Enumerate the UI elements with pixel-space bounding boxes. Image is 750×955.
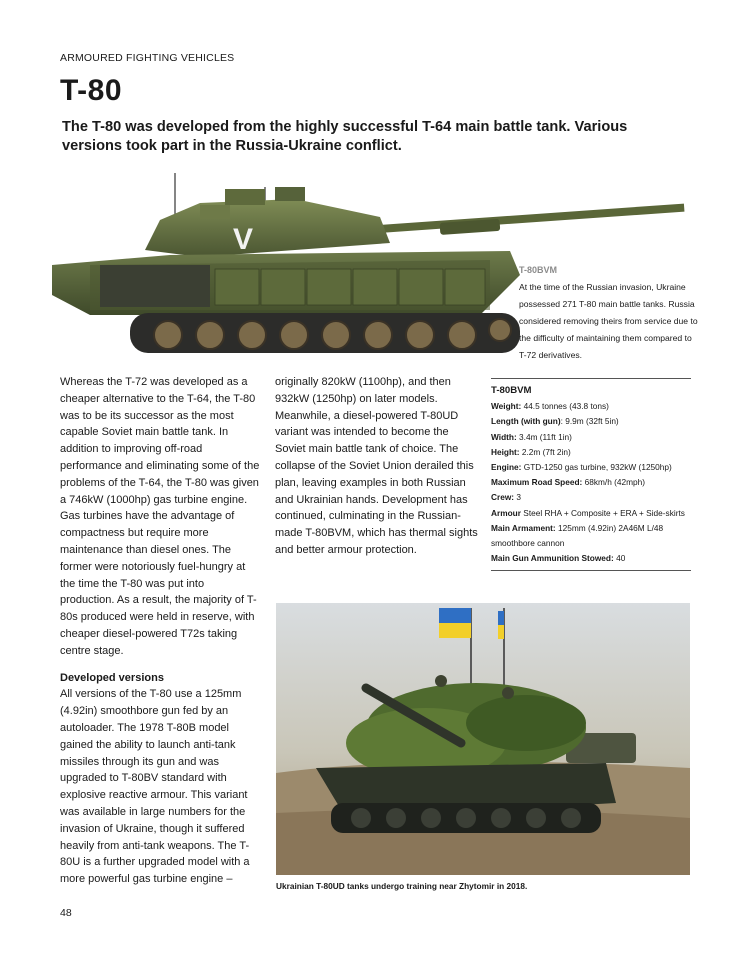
subheading: Developed versions bbox=[60, 671, 164, 684]
spec-row: Maximum Road Speed: 68km/h (42mph) bbox=[491, 477, 646, 488]
spec-row: Armour Steel RHA + Composite + ERA + Side-skirts bbox=[491, 507, 685, 518]
spec-row: Main Armament: 125mm (4.92in) 2A46M L/48 smoothbore cannon bbox=[491, 522, 664, 549]
body-paragraph: originally 820kW (1100hp), and then 932kW (1250hp) on later models. Meanwhile, a diesel-powered T-80UD variant was intended to become the Soviet main battle tank of choice. The collapse of the Soviet Union derailed this plan, leaving examples in both Russian and Ukrainian hands. Development has continued, culminating in the Russian-made T-80BVM, which has thermal sights and better armour protection. bbox=[275, 376, 478, 556]
photo-caption: Ukrainian T-80UD tanks undergo training near Zhytomir in 2018. bbox=[276, 881, 528, 891]
spec-row: Engine: GTD-1250 gas turbine, 932kW (1250hp) bbox=[491, 462, 672, 473]
spec-row: Length (with gun): 9.9m (32ft 5in) bbox=[491, 416, 619, 427]
body-column-1 bbox=[60, 374, 260, 888]
body-paragraph: All versions of the T-80 use a 125mm (4.92in) smoothbore gun fed by an autoloader. The 1978 T-80B model gained the ability to launch anti-tank missiles through its gun and was upgraded to T-80BV standard with explosive reactive armour. This variant was available in large numbers for the invasion of Ukraine, though it suffered heavily from anti-tank weapons. The T-80U is a further upgraded model with a more powerful gas turbine engine – bbox=[60, 688, 250, 886]
illustration-caption bbox=[519, 262, 699, 364]
spec-row: Weight: 44.5 tonnes (43.8 tons) bbox=[491, 401, 609, 412]
spec-row: Height: 2.2m (7ft 2in) bbox=[491, 446, 571, 457]
spec-row: Crew: 3 bbox=[491, 492, 521, 503]
body-column-2 bbox=[275, 374, 480, 559]
section-label: ARMOURED FIGHTING VEHICLES bbox=[60, 52, 235, 64]
caption-title: T-80BVM bbox=[519, 265, 558, 275]
specs-title: T-80BVM bbox=[491, 385, 532, 396]
hull-marking: V bbox=[233, 223, 254, 256]
photo-tanks-training bbox=[276, 603, 690, 875]
specs-box bbox=[491, 378, 691, 571]
body-paragraph: Whereas the T-72 was developed as a cheaper alternative to the T-64, the T-80 was to be its successor as the most capable Soviet main battle tank. In addition to improving off-road performance and eliminating some of the problems of the T-64, the T-80 was given a 746kW (1000hp) gas turbine engine. Gas turbines have the advantage of compactness but require more maintenance than diesel ones. The former were notoriously fuel-hungry at the time the T-80 was put into production. As a result, the majority of T-80s produced were held in reserve, with cheaper diesel-powered T72s taking centre stage. bbox=[60, 376, 260, 657]
page-number: 48 bbox=[60, 907, 72, 919]
intro-text: The T-80 was developed from the highly successful T-64 main battle tank. Various versions took part in the Russia-Ukraine conflict. bbox=[62, 119, 628, 154]
spec-row: Main Gun Ammunition Stowed: 40 bbox=[491, 553, 626, 564]
spec-row: Width: 3.4m (11ft 1in) bbox=[491, 431, 572, 442]
page-title: T-80 bbox=[60, 74, 123, 107]
caption-text: At the time of the Russian invasion, Ukraine possessed 271 T-80 main battle tanks. Russia considered removing theirs from service due to the difficulty of maintaining them compared to T-72 derivatives. bbox=[519, 282, 698, 360]
